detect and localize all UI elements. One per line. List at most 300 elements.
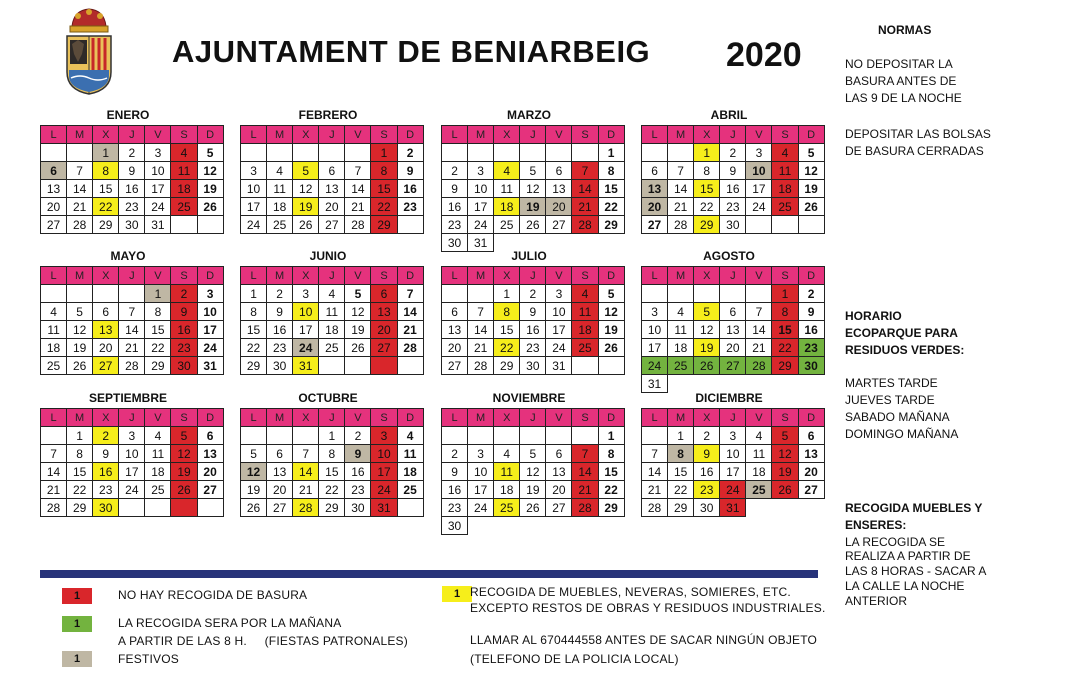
day-cell: 8 <box>694 162 720 180</box>
weekday-header: S <box>171 267 197 285</box>
day-cell: 12 <box>197 162 223 180</box>
day-cell: 7 <box>668 162 694 180</box>
day-cell: 23 <box>171 339 197 357</box>
day-cell <box>293 427 319 445</box>
day-cell: 13 <box>442 321 468 339</box>
day-cell: 24 <box>468 216 494 234</box>
month-table <box>40 125 224 234</box>
month-calendar <box>441 391 625 535</box>
day-cell: 18 <box>772 180 798 198</box>
day-cell: 13 <box>798 445 824 463</box>
day-cell: 7 <box>397 285 423 303</box>
day-cell: 10 <box>720 445 746 463</box>
weekday-header: L <box>41 126 67 144</box>
day-cell <box>468 427 494 445</box>
day-cell <box>598 357 624 375</box>
day-cell: 1 <box>668 427 694 445</box>
day-cell <box>67 285 93 303</box>
day-cell: 13 <box>642 180 668 198</box>
day-cell: 10 <box>119 445 145 463</box>
weekday-header: V <box>746 267 772 285</box>
month-name: FEBRERO <box>298 108 358 122</box>
day-cell: 21 <box>572 481 598 499</box>
day-cell <box>119 499 145 517</box>
day-cell: 27 <box>642 216 668 234</box>
weekday-header: M <box>468 409 494 427</box>
day-cell: 9 <box>694 445 720 463</box>
day-cell: 21 <box>746 339 772 357</box>
day-cell: 19 <box>197 180 223 198</box>
day-cell <box>197 216 223 234</box>
day-cell: 19 <box>598 321 624 339</box>
day-cell: 28 <box>668 216 694 234</box>
day-cell <box>442 285 468 303</box>
weekday-header: V <box>746 126 772 144</box>
day-cell: 26 <box>241 499 267 517</box>
day-cell: 28 <box>345 216 371 234</box>
day-cell: 14 <box>67 180 93 198</box>
day-cell <box>668 375 694 393</box>
weekday-header: L <box>642 126 668 144</box>
day-cell <box>468 285 494 303</box>
legend-phone-text: (TELEFONO DE LA POLICIA LOCAL) <box>470 652 679 666</box>
day-cell: 2 <box>442 162 468 180</box>
month-name: JULIO <box>511 249 547 263</box>
day-cell: 17 <box>720 463 746 481</box>
weekday-header: J <box>319 126 345 144</box>
month-name: DICIEMBRE <box>695 391 763 405</box>
day-cell: 29 <box>668 499 694 517</box>
day-cell: 25 <box>319 339 345 357</box>
day-cell: 21 <box>293 481 319 499</box>
day-cell: 15 <box>145 321 171 339</box>
weekday-header: J <box>319 409 345 427</box>
day-cell: 4 <box>772 144 798 162</box>
legend-red-swatch: 1 <box>62 588 92 604</box>
day-cell: 28 <box>642 499 668 517</box>
day-cell <box>397 357 423 375</box>
day-cell: 20 <box>546 481 572 499</box>
muebles-title: RECOGIDA MUEBLES Y <box>845 501 983 515</box>
day-cell <box>746 499 772 517</box>
day-cell: 29 <box>371 216 397 234</box>
day-cell: 8 <box>494 303 520 321</box>
day-cell <box>798 375 824 393</box>
day-cell: 25 <box>171 198 197 216</box>
muebles-title: ENSERES: <box>845 518 907 532</box>
day-cell: 20 <box>798 463 824 481</box>
day-cell <box>668 144 694 162</box>
weekday-header: S <box>371 267 397 285</box>
day-cell: 10 <box>468 180 494 198</box>
day-cell: 26 <box>694 357 720 375</box>
weekday-header: V <box>145 409 171 427</box>
day-cell: 17 <box>241 198 267 216</box>
day-cell <box>798 499 824 517</box>
day-cell: 26 <box>520 499 546 517</box>
day-cell: 18 <box>572 321 598 339</box>
day-cell: 22 <box>145 339 171 357</box>
day-cell: 20 <box>371 321 397 339</box>
day-cell <box>442 144 468 162</box>
day-cell <box>41 427 67 445</box>
day-cell: 14 <box>293 463 319 481</box>
day-cell: 28 <box>119 357 145 375</box>
weekday-header: S <box>572 126 598 144</box>
day-cell <box>494 427 520 445</box>
day-cell: 29 <box>319 499 345 517</box>
weekday-header: S <box>371 126 397 144</box>
day-cell: 7 <box>642 445 668 463</box>
weekday-header: M <box>67 267 93 285</box>
day-cell: 5 <box>293 162 319 180</box>
day-cell: 23 <box>397 198 423 216</box>
day-cell <box>241 427 267 445</box>
horario-day: SABADO MAÑANA <box>845 410 950 424</box>
day-cell: 20 <box>442 339 468 357</box>
day-cell: 29 <box>694 216 720 234</box>
day-cell: 28 <box>41 499 67 517</box>
day-cell <box>520 427 546 445</box>
day-cell: 31 <box>546 357 572 375</box>
month-name: JUNIO <box>309 249 347 263</box>
day-cell: 13 <box>93 321 119 339</box>
day-cell: 22 <box>668 481 694 499</box>
day-cell: 27 <box>546 499 572 517</box>
day-cell: 17 <box>119 463 145 481</box>
month-calendar <box>240 108 424 234</box>
weekday-header: V <box>546 267 572 285</box>
day-cell: 8 <box>772 303 798 321</box>
day-cell: 6 <box>371 285 397 303</box>
day-cell: 29 <box>598 216 624 234</box>
weekday-header: V <box>345 409 371 427</box>
day-cell <box>520 144 546 162</box>
weekday-header: D <box>798 267 824 285</box>
day-cell: 28 <box>572 216 598 234</box>
day-cell: 16 <box>520 321 546 339</box>
day-cell: 12 <box>293 180 319 198</box>
day-cell: 5 <box>197 144 223 162</box>
weekday-header: S <box>371 409 397 427</box>
day-cell: 21 <box>119 339 145 357</box>
day-cell: 3 <box>293 285 319 303</box>
month-calendar <box>641 249 825 393</box>
day-cell: 16 <box>694 463 720 481</box>
day-cell: 27 <box>798 481 824 499</box>
legend-yellow-swatch: 1 <box>442 586 472 602</box>
day-cell: 21 <box>41 481 67 499</box>
weekday-header: J <box>720 267 746 285</box>
day-cell: 15 <box>67 463 93 481</box>
day-cell: 8 <box>241 303 267 321</box>
day-cell: 26 <box>197 198 223 216</box>
month-table <box>40 266 224 375</box>
normas-line: DEPOSITAR LAS BOLSAS <box>845 127 991 141</box>
day-cell: 4 <box>41 303 67 321</box>
day-cell <box>241 144 267 162</box>
day-cell: 19 <box>772 463 798 481</box>
day-cell <box>494 144 520 162</box>
weekday-header: M <box>67 126 93 144</box>
day-cell: 22 <box>371 198 397 216</box>
weekday-header: X <box>93 267 119 285</box>
muebles-line: REALIZA A PARTIR DE <box>845 549 971 563</box>
day-cell: 30 <box>345 499 371 517</box>
day-cell: 9 <box>520 303 546 321</box>
day-cell: 9 <box>119 162 145 180</box>
day-cell: 7 <box>345 162 371 180</box>
weekday-header: D <box>197 267 223 285</box>
weekday-header: L <box>642 409 668 427</box>
day-cell <box>197 499 223 517</box>
day-cell: 30 <box>520 357 546 375</box>
day-cell: 11 <box>41 321 67 339</box>
day-cell: 3 <box>746 144 772 162</box>
month-calendar <box>40 249 224 375</box>
day-cell: 23 <box>442 216 468 234</box>
day-cell: 7 <box>293 445 319 463</box>
day-cell: 18 <box>171 180 197 198</box>
month-table <box>641 266 825 393</box>
day-cell: 15 <box>598 180 624 198</box>
weekday-header: X <box>494 126 520 144</box>
weekday-header: D <box>598 126 624 144</box>
day-cell: 27 <box>319 216 345 234</box>
normas-line: DE BASURA CERRADAS <box>845 144 984 158</box>
day-cell: 5 <box>694 303 720 321</box>
day-cell: 1 <box>93 144 119 162</box>
weekday-header: S <box>772 267 798 285</box>
day-cell: 4 <box>267 162 293 180</box>
day-cell: 25 <box>572 339 598 357</box>
day-cell <box>520 517 546 535</box>
weekday-header: L <box>241 267 267 285</box>
day-cell: 17 <box>145 180 171 198</box>
weekday-header: M <box>267 409 293 427</box>
day-cell: 5 <box>241 445 267 463</box>
day-cell: 10 <box>746 162 772 180</box>
day-cell: 2 <box>720 144 746 162</box>
day-cell: 2 <box>798 285 824 303</box>
day-cell: 4 <box>397 427 423 445</box>
day-cell: 14 <box>642 463 668 481</box>
day-cell: 2 <box>345 427 371 445</box>
day-cell: 18 <box>494 481 520 499</box>
day-cell: 12 <box>772 445 798 463</box>
day-cell: 14 <box>572 463 598 481</box>
day-cell: 1 <box>67 427 93 445</box>
horario-day: MARTES TARDE <box>845 376 938 390</box>
day-cell: 9 <box>442 463 468 481</box>
month-name: MAYO <box>110 249 146 263</box>
normas-title: NORMAS <box>878 23 932 37</box>
day-cell: 3 <box>468 445 494 463</box>
day-cell: 15 <box>668 463 694 481</box>
day-cell: 30 <box>798 357 824 375</box>
weekday-header: X <box>694 409 720 427</box>
day-cell: 31 <box>145 216 171 234</box>
month-name: OCTUBRE <box>298 391 358 405</box>
day-cell: 22 <box>93 198 119 216</box>
day-cell: 23 <box>520 339 546 357</box>
day-cell <box>171 499 197 517</box>
day-cell: 29 <box>145 357 171 375</box>
day-cell: 21 <box>397 321 423 339</box>
day-cell: 21 <box>572 198 598 216</box>
day-cell: 30 <box>720 216 746 234</box>
day-cell: 1 <box>145 285 171 303</box>
weekday-header: J <box>520 267 546 285</box>
weekday-header: D <box>397 126 423 144</box>
day-cell: 10 <box>546 303 572 321</box>
weekday-header: L <box>442 126 468 144</box>
day-cell: 10 <box>145 162 171 180</box>
day-cell: 20 <box>93 339 119 357</box>
day-cell: 13 <box>41 180 67 198</box>
weekday-header: D <box>197 126 223 144</box>
day-cell: 23 <box>345 481 371 499</box>
day-cell: 8 <box>668 445 694 463</box>
weekday-header: M <box>267 126 293 144</box>
day-cell: 14 <box>397 303 423 321</box>
day-cell <box>572 517 598 535</box>
day-cell: 16 <box>119 180 145 198</box>
day-cell: 29 <box>241 357 267 375</box>
day-cell <box>772 216 798 234</box>
weekday-header: D <box>397 409 423 427</box>
day-cell <box>442 427 468 445</box>
weekday-header: M <box>468 126 494 144</box>
day-cell: 5 <box>67 303 93 321</box>
day-cell: 19 <box>798 180 824 198</box>
weekday-header: V <box>546 409 572 427</box>
day-cell: 2 <box>171 285 197 303</box>
day-cell: 26 <box>293 216 319 234</box>
day-cell: 2 <box>694 427 720 445</box>
weekday-header: S <box>772 126 798 144</box>
weekday-header: V <box>746 409 772 427</box>
day-cell <box>642 144 668 162</box>
muebles-line: LA RECOGIDA SE <box>845 535 946 549</box>
day-cell: 25 <box>41 357 67 375</box>
day-cell: 23 <box>267 339 293 357</box>
day-cell: 25 <box>746 481 772 499</box>
day-cell: 13 <box>319 180 345 198</box>
day-cell <box>494 517 520 535</box>
day-cell: 3 <box>720 427 746 445</box>
day-cell: 16 <box>442 481 468 499</box>
day-cell: 25 <box>668 357 694 375</box>
day-cell: 7 <box>41 445 67 463</box>
day-cell: 13 <box>371 303 397 321</box>
horario-day: DOMINGO MAÑANA <box>845 427 959 441</box>
day-cell: 31 <box>371 499 397 517</box>
day-cell <box>772 375 798 393</box>
weekday-header: M <box>267 267 293 285</box>
page-title: AJUNTAMENT DE BENIARBEIG <box>172 34 651 69</box>
day-cell: 23 <box>119 198 145 216</box>
day-cell: 7 <box>119 303 145 321</box>
legend-phone-text: LLAMAR AL 670444558 ANTES DE SACAR NINGÚN OBJETO <box>470 633 818 647</box>
day-cell: 4 <box>494 445 520 463</box>
muebles-line: ANTERIOR <box>845 594 908 608</box>
day-cell: 8 <box>598 445 624 463</box>
weekday-header: J <box>520 126 546 144</box>
day-cell: 17 <box>371 463 397 481</box>
day-cell: 20 <box>642 198 668 216</box>
weekday-header: S <box>171 126 197 144</box>
month-calendar <box>441 249 625 375</box>
day-cell <box>371 357 397 375</box>
day-cell: 22 <box>694 198 720 216</box>
day-cell: 27 <box>371 339 397 357</box>
day-cell: 12 <box>171 445 197 463</box>
day-cell: 4 <box>319 285 345 303</box>
day-cell: 16 <box>798 321 824 339</box>
day-cell: 24 <box>119 481 145 499</box>
day-cell: 27 <box>442 357 468 375</box>
day-cell: 16 <box>171 321 197 339</box>
month-calendar <box>240 249 424 375</box>
day-cell: 6 <box>267 445 293 463</box>
day-cell: 7 <box>572 162 598 180</box>
legend-green-swatch: 1 <box>62 616 92 632</box>
day-cell: 14 <box>468 321 494 339</box>
day-cell: 19 <box>67 339 93 357</box>
day-cell: 15 <box>598 463 624 481</box>
day-cell: 14 <box>572 180 598 198</box>
day-cell <box>772 499 798 517</box>
day-cell: 29 <box>93 216 119 234</box>
day-cell: 6 <box>720 303 746 321</box>
day-cell: 19 <box>520 198 546 216</box>
day-cell: 29 <box>494 357 520 375</box>
day-cell: 18 <box>267 198 293 216</box>
day-cell: 5 <box>798 144 824 162</box>
day-cell: 27 <box>93 357 119 375</box>
day-cell: 15 <box>494 321 520 339</box>
day-cell: 12 <box>345 303 371 321</box>
day-cell: 2 <box>119 144 145 162</box>
day-cell: 1 <box>494 285 520 303</box>
day-cell: 30 <box>171 357 197 375</box>
day-cell <box>572 357 598 375</box>
weekday-header: L <box>642 267 668 285</box>
month-name: MARZO <box>507 108 551 122</box>
day-cell: 2 <box>267 285 293 303</box>
month-table <box>240 125 424 234</box>
weekday-header: L <box>442 267 468 285</box>
day-cell: 10 <box>468 463 494 481</box>
month-name: NOVIEMBRE <box>492 391 566 405</box>
coat-of-arms-icon <box>62 6 116 96</box>
day-cell: 13 <box>720 321 746 339</box>
day-cell: 22 <box>772 339 798 357</box>
day-cell: 10 <box>293 303 319 321</box>
day-cell <box>41 285 67 303</box>
day-cell: 5 <box>345 285 371 303</box>
normas-line: LAS 9 DE LA NOCHE <box>845 91 962 105</box>
weekday-header: M <box>67 409 93 427</box>
divider-bar <box>40 570 818 578</box>
weekday-header: M <box>668 267 694 285</box>
weekday-header: V <box>145 267 171 285</box>
day-cell: 28 <box>572 499 598 517</box>
day-cell <box>546 144 572 162</box>
weekday-header: S <box>772 409 798 427</box>
day-cell: 16 <box>397 180 423 198</box>
